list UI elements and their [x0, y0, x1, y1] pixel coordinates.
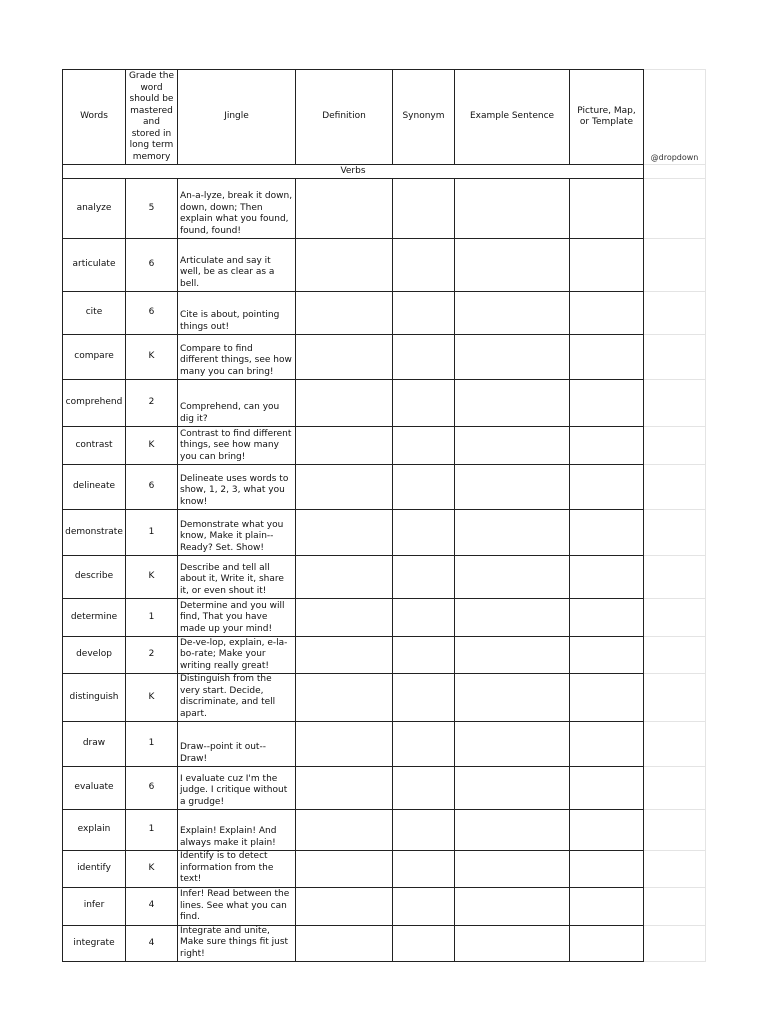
picture-cell[interactable]	[570, 335, 644, 380]
synonym-cell[interactable]	[393, 427, 455, 465]
synonym-cell[interactable]	[393, 239, 455, 292]
empty-cell[interactable]	[644, 722, 706, 767]
definition-cell[interactable]	[296, 179, 393, 239]
header-example-sentence[interactable]: Example Sentence	[455, 70, 570, 165]
empty-cell[interactable]	[644, 556, 706, 599]
word-cell[interactable]: delineate	[63, 465, 126, 510]
synonym-cell[interactable]	[393, 510, 455, 556]
synonym-cell[interactable]	[393, 465, 455, 510]
table-row	[63, 851, 706, 888]
synonym-cell[interactable]	[393, 380, 455, 427]
picture-cell[interactable]	[570, 556, 644, 599]
grade-cell[interactable]: 6	[126, 292, 178, 335]
grade-cell[interactable]: 1	[126, 722, 178, 767]
synonym-cell[interactable]	[393, 637, 455, 674]
table-row	[63, 925, 706, 962]
synonym-cell[interactable]	[393, 851, 455, 888]
picture-cell[interactable]	[570, 925, 644, 962]
table-row	[63, 427, 706, 465]
empty-cell[interactable]	[644, 674, 706, 722]
table-row	[63, 335, 706, 380]
synonym-cell[interactable]	[393, 292, 455, 335]
jingle-cell[interactable]: Delineate uses words to show, 1, 2, 3, what you know!	[178, 465, 296, 510]
synonym-cell[interactable]	[393, 599, 455, 637]
header-jingle[interactable]: Jingle	[178, 70, 296, 165]
empty-cell[interactable]	[644, 851, 706, 888]
header-definition[interactable]: Definition	[296, 70, 393, 165]
definition-cell[interactable]	[296, 767, 393, 810]
picture-cell[interactable]	[570, 722, 644, 767]
jingle-cell[interactable]: De-ve-lop, explain, e-la-bo-rate; Make your writing really great!	[178, 637, 296, 674]
jingle-cell[interactable]: An-a-lyze, break it down, down, down; Then explain what you found, found, found!	[178, 179, 296, 239]
jingle-cell[interactable]: Draw--point it out--Draw!	[178, 722, 296, 767]
picture-cell[interactable]	[570, 810, 644, 851]
word-cell[interactable]: cite	[63, 292, 126, 335]
jingle-cell[interactable]: Cite is about, pointing things out!	[178, 292, 296, 335]
empty-cell[interactable]	[644, 292, 706, 335]
table-row	[63, 722, 706, 767]
empty-cell[interactable]	[644, 887, 706, 925]
jingle-cell[interactable]: Integrate and unite, Make sure things fit just right!	[178, 925, 296, 962]
definition-cell[interactable]	[296, 427, 393, 465]
example-sentence-cell[interactable]	[455, 179, 570, 239]
jingle-cell[interactable]: Contrast to find different things, see how many you can bring!	[178, 427, 296, 465]
picture-cell[interactable]	[570, 465, 644, 510]
definition-cell[interactable]	[296, 599, 393, 637]
jingle-cell[interactable]: Articulate and say it well, be as clear as a bell.	[178, 239, 296, 292]
example-sentence-cell[interactable]	[455, 674, 570, 722]
jingle-cell[interactable]: Comprehend, can you dig it?	[178, 380, 296, 427]
word-cell[interactable]: develop	[63, 637, 126, 674]
empty-cell[interactable]	[644, 239, 706, 292]
section-row	[63, 165, 706, 179]
picture-cell[interactable]	[570, 427, 644, 465]
example-sentence-cell[interactable]	[455, 465, 570, 510]
header-synonym[interactable]: Synonym	[393, 70, 455, 165]
word-cell[interactable]: demonstrate	[63, 510, 126, 556]
grade-cell[interactable]: K	[126, 851, 178, 888]
definition-cell[interactable]	[296, 887, 393, 925]
word-cell[interactable]: evaluate	[63, 767, 126, 810]
synonym-cell[interactable]	[393, 556, 455, 599]
empty-cell[interactable]	[644, 637, 706, 674]
table-row	[63, 637, 706, 674]
synonym-cell[interactable]	[393, 674, 455, 722]
header-grade[interactable]: Grade the word should be mastered and stored in long term memory	[126, 70, 178, 165]
synonym-cell[interactable]	[393, 722, 455, 767]
definition-cell[interactable]	[296, 810, 393, 851]
word-cell[interactable]: infer	[63, 887, 126, 925]
grade-cell[interactable]: 4	[126, 887, 178, 925]
example-sentence-cell[interactable]	[455, 292, 570, 335]
table-row	[63, 556, 706, 599]
jingle-cell[interactable]: Determine and you will find, That you have made up your mind!	[178, 599, 296, 637]
jingle-cell[interactable]: Distinguish from the very start. Decide, discriminate, and tell apart.	[178, 674, 296, 722]
empty-cell[interactable]	[644, 380, 706, 427]
picture-cell[interactable]	[570, 599, 644, 637]
definition-cell[interactable]	[296, 556, 393, 599]
word-cell[interactable]: comprehend	[63, 380, 126, 427]
grade-cell[interactable]: 6	[126, 465, 178, 510]
empty-cell[interactable]	[644, 427, 706, 465]
picture-cell[interactable]	[570, 637, 644, 674]
picture-cell[interactable]	[570, 239, 644, 292]
empty-cell[interactable]	[644, 335, 706, 380]
table-row	[63, 465, 706, 510]
grade-cell[interactable]: 1	[126, 510, 178, 556]
word-cell[interactable]: identify	[63, 851, 126, 888]
definition-cell[interactable]	[296, 510, 393, 556]
grade-cell[interactable]: 5	[126, 179, 178, 239]
grade-cell[interactable]: 1	[126, 599, 178, 637]
grade-cell[interactable]: K	[126, 335, 178, 380]
table-row	[63, 674, 706, 722]
grade-cell[interactable]: 4	[126, 925, 178, 962]
table-row	[63, 810, 706, 851]
word-cell[interactable]: compare	[63, 335, 126, 380]
jingle-cell[interactable]: I evaluate cuz I'm the judge. I critique without a grudge!	[178, 767, 296, 810]
word-cell[interactable]: explain	[63, 810, 126, 851]
definition-cell[interactable]	[296, 380, 393, 427]
definition-cell[interactable]	[296, 925, 393, 962]
section-label-verbs: Verbs	[63, 165, 644, 179]
synonym-cell[interactable]	[393, 767, 455, 810]
empty-cell[interactable]	[644, 925, 706, 962]
example-sentence-cell[interactable]	[455, 510, 570, 556]
grade-cell[interactable]: 6	[126, 239, 178, 292]
empty-cell[interactable]	[644, 510, 706, 556]
grade-cell[interactable]: 6	[126, 767, 178, 810]
example-sentence-cell[interactable]	[455, 556, 570, 599]
picture-cell[interactable]	[570, 674, 644, 722]
grade-cell[interactable]: K	[126, 427, 178, 465]
table-row	[63, 292, 706, 335]
definition-cell[interactable]	[296, 674, 393, 722]
dropdown-note[interactable]: @dropdown	[644, 70, 706, 165]
definition-cell[interactable]	[296, 722, 393, 767]
table-row	[63, 767, 706, 810]
word-cell[interactable]: distinguish	[63, 674, 126, 722]
empty-cell[interactable]	[644, 179, 706, 239]
definition-cell[interactable]	[296, 465, 393, 510]
picture-cell[interactable]	[570, 510, 644, 556]
example-sentence-cell[interactable]	[455, 380, 570, 427]
header-words[interactable]: Words	[63, 70, 126, 165]
grade-cell[interactable]: 2	[126, 637, 178, 674]
example-sentence-cell[interactable]	[455, 851, 570, 888]
jingle-cell[interactable]: Explain! Explain! And always make it plain!	[178, 810, 296, 851]
synonym-cell[interactable]	[393, 925, 455, 962]
word-cell[interactable]: articulate	[63, 239, 126, 292]
grade-cell[interactable]: K	[126, 556, 178, 599]
word-cell[interactable]: analyze	[63, 179, 126, 239]
example-sentence-cell[interactable]	[455, 887, 570, 925]
empty-cell[interactable]	[644, 165, 706, 179]
example-sentence-cell[interactable]	[455, 925, 570, 962]
jingle-cell[interactable]: Describe and tell all about it, Write it, share it, or even shout it!	[178, 556, 296, 599]
definition-cell[interactable]	[296, 239, 393, 292]
synonym-cell[interactable]	[393, 335, 455, 380]
empty-cell[interactable]	[644, 767, 706, 810]
synonym-cell[interactable]	[393, 179, 455, 239]
definition-cell[interactable]	[296, 335, 393, 380]
definition-cell[interactable]	[296, 637, 393, 674]
picture-cell[interactable]	[570, 851, 644, 888]
empty-cell[interactable]	[644, 810, 706, 851]
jingle-cell[interactable]: Demonstrate what you know, Make it plain--Ready? Set. Show!	[178, 510, 296, 556]
table-row	[63, 179, 706, 239]
header-picture-map-template[interactable]: Picture, Map, or Template	[570, 70, 644, 165]
picture-cell[interactable]	[570, 767, 644, 810]
word-cell[interactable]: determine	[63, 599, 126, 637]
definition-cell[interactable]	[296, 292, 393, 335]
example-sentence-cell[interactable]	[455, 767, 570, 810]
example-sentence-cell[interactable]	[455, 637, 570, 674]
example-sentence-cell[interactable]	[455, 599, 570, 637]
synonym-cell[interactable]	[393, 887, 455, 925]
table-row	[63, 239, 706, 292]
example-sentence-cell[interactable]	[455, 722, 570, 767]
word-cell[interactable]: integrate	[63, 925, 126, 962]
example-sentence-cell[interactable]	[455, 239, 570, 292]
empty-cell[interactable]	[644, 599, 706, 637]
table-row	[63, 510, 706, 556]
picture-cell[interactable]	[570, 887, 644, 925]
picture-cell[interactable]	[570, 292, 644, 335]
word-cell[interactable]: draw	[63, 722, 126, 767]
jingle-cell[interactable]: Compare to find different things, see how many you can bring!	[178, 335, 296, 380]
table-row	[63, 380, 706, 427]
table-row	[63, 887, 706, 925]
grade-cell[interactable]: K	[126, 674, 178, 722]
word-cell[interactable]: contrast	[63, 427, 126, 465]
header-row	[63, 70, 706, 165]
table-body	[63, 70, 706, 962]
jingle-cell[interactable]: Identify is to detect information from the text!	[178, 851, 296, 888]
jingle-cell[interactable]: Infer! Read between the lines. See what you can find.	[178, 887, 296, 925]
example-sentence-cell[interactable]	[455, 810, 570, 851]
vocabulary-table	[62, 69, 706, 962]
picture-cell[interactable]	[570, 380, 644, 427]
synonym-cell[interactable]	[393, 810, 455, 851]
empty-cell[interactable]	[644, 465, 706, 510]
word-cell[interactable]: describe	[63, 556, 126, 599]
picture-cell[interactable]	[570, 179, 644, 239]
example-sentence-cell[interactable]	[455, 427, 570, 465]
example-sentence-cell[interactable]	[455, 335, 570, 380]
grade-cell[interactable]: 1	[126, 810, 178, 851]
table-row	[63, 599, 706, 637]
definition-cell[interactable]	[296, 851, 393, 888]
grade-cell[interactable]: 2	[126, 380, 178, 427]
